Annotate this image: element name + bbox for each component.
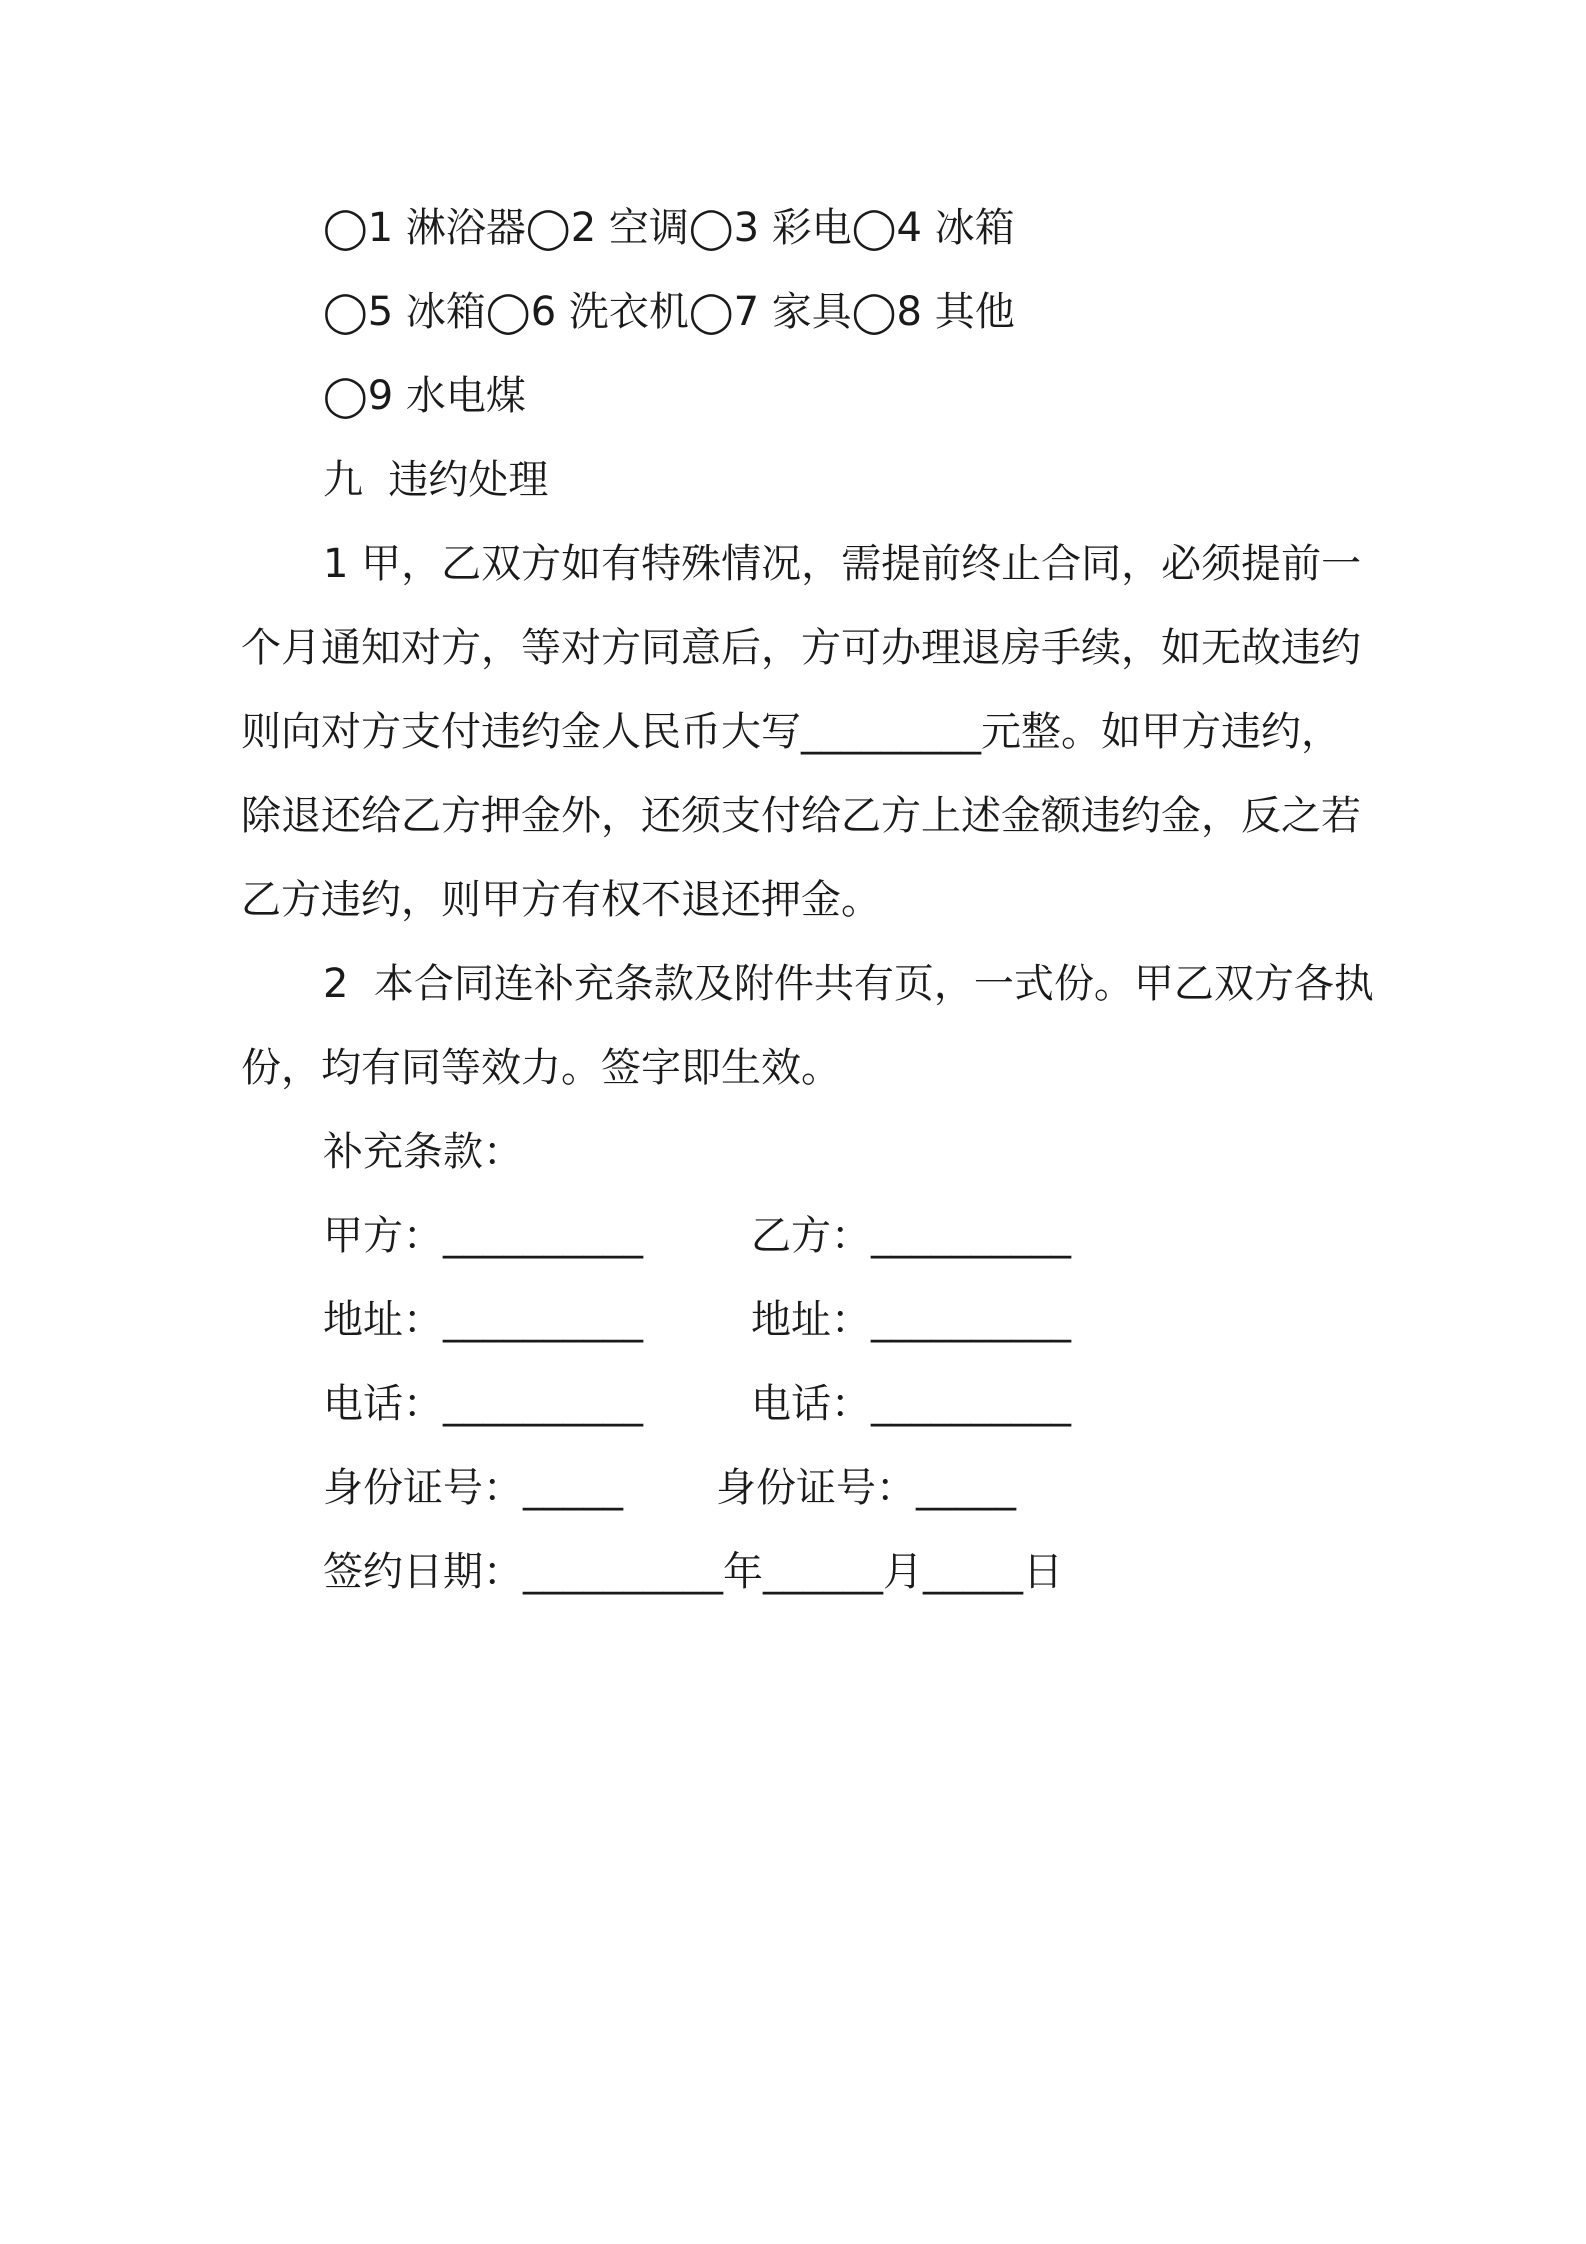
appliance-row-3: ◯9 水电煤 bbox=[323, 373, 526, 419]
phone-b-field: 电话：__________ bbox=[751, 1381, 1071, 1427]
sign-date-field: 签约日期：__________年______月_____日 bbox=[323, 1549, 1063, 1595]
clause-1-line-5: 乙方违约，则甲方有权不退还押金。 bbox=[241, 877, 881, 923]
id-number-a-field: 身份证号：_____ bbox=[323, 1465, 623, 1511]
party-b-field: 乙方：__________ bbox=[751, 1213, 1071, 1259]
address-a-field: 地址：__________ bbox=[323, 1297, 643, 1343]
section-heading-breach: 九 违约处理 bbox=[323, 457, 549, 503]
appliance-row-1: ◯1 淋浴器◯2 空调◯3 彩电◯4 冰箱 bbox=[323, 205, 1015, 251]
party-a-field: 甲方：__________ bbox=[323, 1213, 643, 1259]
clause-1-line-4: 除退还给乙方押金外，还须支付给乙方上述金额违约金，反之若 bbox=[241, 793, 1361, 839]
clause-1-line-2: 个月通知对方，等对方同意后，方可办理退房手续，如无故违约 bbox=[241, 625, 1361, 671]
clause-1-line-3: 则向对方支付违约金人民币大写_________元整。如甲方违约， bbox=[241, 709, 1341, 755]
id-number-b-field: 身份证号：_____ bbox=[716, 1465, 1016, 1511]
clause-2-line-1: 2 本合同连补充条款及附件共有页，一式份。甲乙双方各执 bbox=[323, 961, 1374, 1007]
appliance-row-2: ◯5 冰箱◯6 洗衣机◯7 家具◯8 其他 bbox=[323, 289, 1015, 335]
clause-2-line-2: 份，均有同等效力。签字即生效。 bbox=[241, 1045, 841, 1091]
phone-a-field: 电话：__________ bbox=[323, 1381, 643, 1427]
address-b-field: 地址：__________ bbox=[751, 1297, 1071, 1343]
clause-1-line-1: 1 甲，乙双方如有特殊情况，需提前终止合同，必须提前一 bbox=[323, 541, 1362, 587]
supplementary-label: 补充条款： bbox=[323, 1129, 523, 1175]
